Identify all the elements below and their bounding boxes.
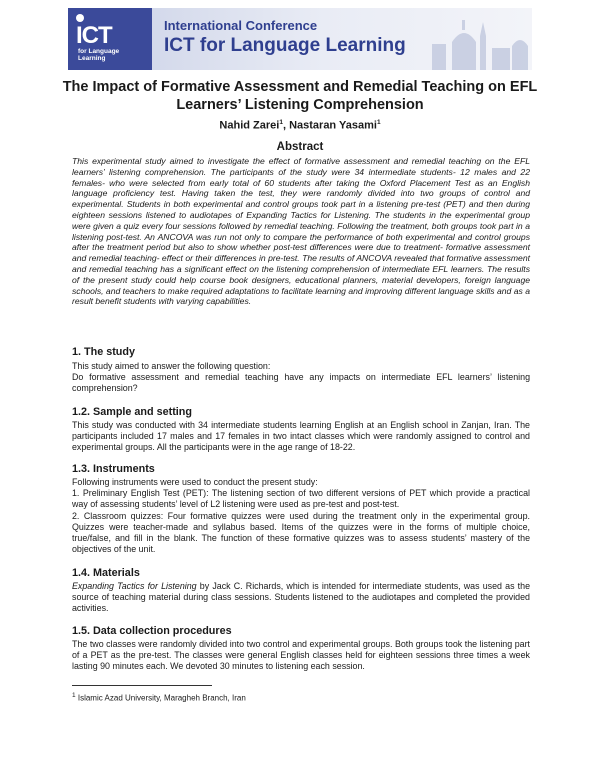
section-heading: 1.3. Instruments xyxy=(72,463,155,475)
conference-banner xyxy=(68,8,532,70)
authors-line xyxy=(60,119,540,132)
affiliation-marker: 1 xyxy=(279,119,283,126)
paper-title: The Impact of Formative Assessment and Remedial Teaching on EFL Learners’ Listening Comprehension xyxy=(62,79,538,113)
banner-title-line2: ICT for Language Learning xyxy=(164,35,406,56)
abstract-text: This experimental study aimed to investigate the effect of formative assessment and remedial teaching on the EFL learners’ listening comprehension. The participants of the study were 34 intermediate students- 12 males and 22 females- who were selected from early total of 60 students after taking the Oxford Placement Test as an English language proficiency test. Having taken the test, they were randomly divided into two groups of control and experimental. Students in both experimental and control groups took part in a listening pre-test (PET) and then during eighteen sessions listened to audiotapes of Expanding Tactics for Listening. The students in the experimental group were given a quiz every four sessions followed by remedial teaching. Following the treatment, both groups took part in a listening post-test. An ANCOVA was run not only to compare the performance of both experimental and control groups after the treatment period but also to show whether post-test differences were due to treatment- formative assessment and remedial teaching- effect or their differences in pre-test. The results of ANCOVA revealed that formative assessment and remedial teaching has a significant effect on the listening comprehension of intermediate EFL learners. The results of the present study could help course book designers, educational planners, material developers, foreign language schools, and teachers to make required adaptations to facilitate learning and improving different language skills and as a result benefit students with varying capabilities. xyxy=(72,156,530,307)
section-heading: 1.4. Materials xyxy=(72,567,140,579)
affiliation-marker: 1 xyxy=(376,119,381,126)
author-separator: , xyxy=(282,119,290,132)
city-skyline-icon xyxy=(422,8,532,70)
logo-dot-icon xyxy=(76,14,84,22)
section-heading: 1. The study xyxy=(72,346,135,358)
author-name: Nahid Zarei xyxy=(219,119,280,132)
abstract-heading: Abstract xyxy=(276,141,324,153)
section-text: Following instruments were used to conduct the present study: 1. Preliminary English Test (PET): The listening section of two different versions of PET which provide a practical way of assessing students’ level of L2 listening were used as pre-test and post-test. 2. Classroom quizzes: Four formative quizzes were used during the treatment only in the experimental group. Quizzes were teacher-made and syllabus based. Items of the quizzes were in the forms of multiple choice, true/false, and fill in the blank. The function of these formative quizzes was to assess students’ mastery of the objectives of the unit. xyxy=(72,477,530,555)
section-text: This study aimed to answer the following question: Do formative assessment and remedial teaching have any impacts on intermediate EFL learners’ listening comprehension? xyxy=(72,361,530,394)
footnote-divider xyxy=(72,685,212,686)
section-text xyxy=(72,581,530,615)
book-title: Expanding Tactics for Listening xyxy=(72,581,197,591)
conference-logo xyxy=(68,8,152,70)
section-text: This study was conducted with 34 intermediate students learning English at an English school in Zanjan, Iran. The participants included 17 males and 17 females in two intact classes which were randomly assigned to control and experimental groups. All the participants were in the age range of 18-22. xyxy=(72,420,530,453)
banner-title-line1: International Conference xyxy=(164,18,318,33)
footnote xyxy=(72,692,246,703)
logo-subtitle: for Language Learning xyxy=(78,48,120,62)
section-heading: 1.2. Sample and setting xyxy=(72,406,192,418)
section-text-rest: by Jack C. Richards, which is intended for intermediate students, was used as the source of teaching material during class sessions. Students listened to the audiotapes and completed the provided activities. xyxy=(72,581,531,614)
section-text: The two classes were randomly divided into two control and experimental groups. Both groups took the listening part of a PET as the pre-test. The classes were general English classes held for eighteen sessions three times a week lasting 90 minutes each. We devoted 30 minutes to listening each session. xyxy=(72,639,530,672)
footnote-text: Islamic Azad University, Maragheh Branch, Iran xyxy=(77,693,246,703)
footnote-marker: 1 xyxy=(72,692,76,699)
author-name: Nastaran Yasami xyxy=(289,119,377,132)
section-heading: 1.5. Data collection procedures xyxy=(72,625,232,637)
logo-text: ICT xyxy=(76,22,112,49)
